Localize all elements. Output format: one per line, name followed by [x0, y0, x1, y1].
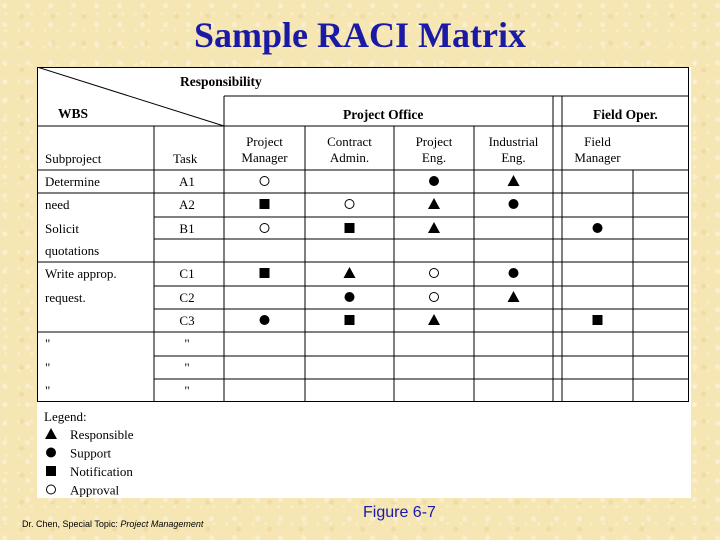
raci-cell-responsible-icon	[344, 267, 356, 278]
table-row	[45, 290, 520, 305]
raci-cell-notification-icon	[260, 268, 270, 278]
legend-notification-icon	[46, 466, 56, 476]
raci-cell-approval-icon	[430, 293, 439, 302]
subproject-cell: Solicit	[45, 221, 79, 236]
subproject-header: Subproject	[45, 151, 102, 166]
legend-item-label: Responsible	[70, 427, 134, 442]
subproject-cell: "	[45, 383, 51, 398]
raci-cell-notification-icon	[593, 315, 603, 325]
raci-cell-responsible-icon	[508, 291, 520, 302]
raci-cell-support-icon	[593, 223, 603, 233]
task-cell: B1	[179, 221, 195, 236]
task-header: Task	[173, 151, 198, 166]
raci-cell-notification-icon	[345, 315, 355, 325]
raci-cell-support-icon	[509, 268, 519, 278]
table-grid	[37, 126, 688, 401]
legend-responsible-icon	[45, 428, 57, 439]
raci-cell-support-icon	[429, 176, 439, 186]
table-row	[45, 197, 519, 212]
raci-cell-support-icon	[509, 199, 519, 209]
subproject-cell: quotations	[45, 243, 100, 258]
raci-cell-support-icon	[345, 292, 355, 302]
task-cell: A2	[179, 197, 195, 212]
legend-approval-icon	[47, 485, 56, 494]
subproject-cell: Write approp.	[45, 266, 117, 281]
figure-label: Figure 6-7	[363, 504, 436, 521]
role-header-line: Eng.	[421, 150, 447, 165]
raci-cell-approval-icon	[345, 200, 354, 209]
raci-cell-approval-icon	[430, 269, 439, 278]
role-header-line: Contract	[327, 134, 372, 149]
role-headers	[241, 134, 621, 165]
role-header-line: Manager	[241, 150, 288, 165]
wbs-header: WBS	[58, 106, 89, 121]
subproject-cell: Determine	[45, 174, 100, 189]
role-header-line: Project	[415, 134, 453, 149]
raci-cell-approval-icon	[260, 224, 269, 233]
field-oper-header: Field Oper.	[593, 107, 658, 122]
slide-title: Sample RACI Matrix	[194, 15, 526, 55]
table-row	[45, 360, 190, 375]
responsibility-header: Responsibility	[180, 74, 262, 89]
subproject-cell: need	[45, 197, 70, 212]
raci-matrix-table	[37, 67, 691, 498]
table-row	[45, 243, 99, 258]
legend	[44, 409, 134, 498]
table-row	[45, 174, 520, 189]
role-header-line: Industrial	[488, 134, 539, 149]
legend-support-icon	[46, 448, 56, 458]
raci-cell-responsible-icon	[428, 222, 440, 233]
subproject-cell: "	[45, 336, 51, 351]
role-header-line: Admin.	[329, 150, 370, 165]
raci-cell-approval-icon	[260, 177, 269, 186]
task-cell: A1	[179, 174, 195, 189]
task-cell: C1	[179, 266, 195, 281]
subproject-cell: "	[45, 360, 51, 375]
raci-cell-responsible-icon	[508, 175, 520, 186]
footer-author: Dr. Chen, Special Topic:	[22, 519, 121, 529]
footer-topic: Project Management	[120, 519, 204, 529]
raci-cell-support-icon	[260, 315, 270, 325]
task-cell: C2	[179, 290, 195, 305]
table-row	[179, 313, 602, 328]
raci-matrix-figure	[37, 67, 691, 498]
slide-footer	[22, 519, 203, 529]
task-cell: "	[184, 360, 190, 375]
table-row	[45, 336, 190, 351]
legend-title: Legend:	[44, 409, 87, 424]
table-row	[45, 266, 519, 281]
subproject-cell: request.	[45, 290, 86, 305]
table-row	[45, 383, 190, 398]
task-cell: C3	[179, 313, 195, 328]
role-header-line: Eng.	[501, 150, 526, 165]
table-row	[45, 221, 603, 236]
project-office-header: Project Office	[343, 107, 424, 122]
raci-cell-responsible-icon	[428, 198, 440, 209]
task-cell: "	[184, 383, 190, 398]
role-header-line: Field	[584, 134, 611, 149]
task-cell: "	[184, 336, 190, 351]
raci-cell-responsible-icon	[428, 314, 440, 325]
legend-item-label: Support	[70, 445, 112, 461]
legend-item-label: Approval	[70, 482, 120, 498]
legend-item-label: Notification	[70, 464, 133, 479]
raci-cell-notification-icon	[345, 223, 355, 233]
raci-cell-notification-icon	[260, 199, 270, 209]
role-header-line: Project	[246, 134, 283, 149]
role-header-line: Manager	[574, 150, 621, 165]
